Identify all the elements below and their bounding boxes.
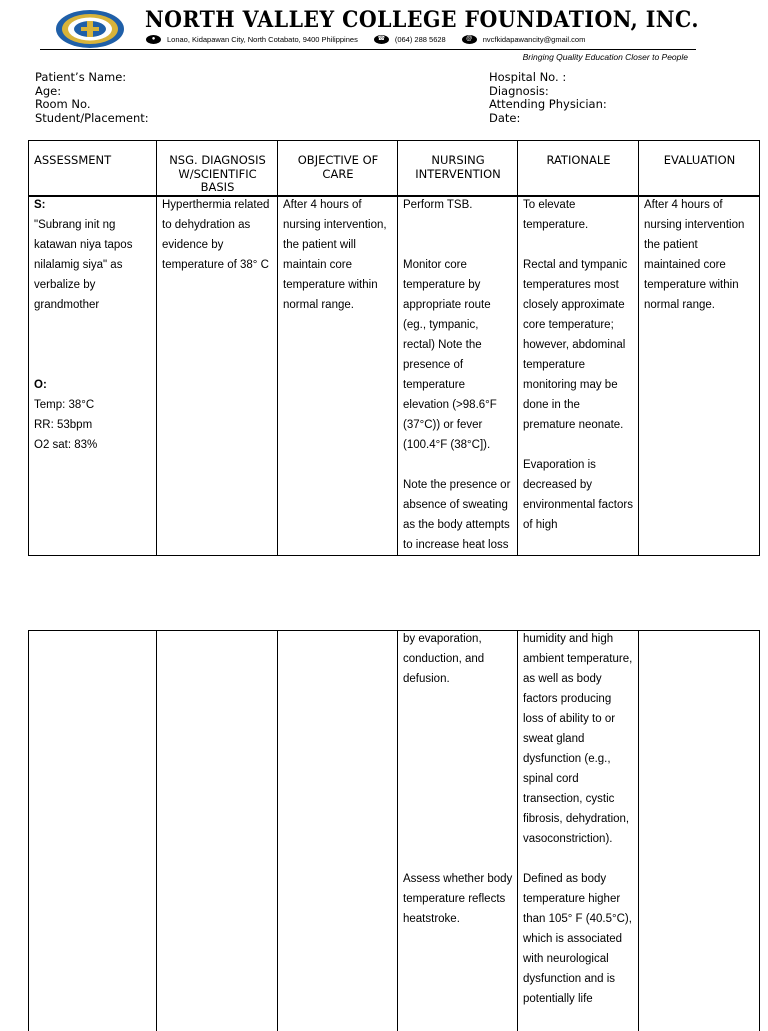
contact-row bbox=[146, 32, 601, 46]
phone-text: (064) 288 5628 bbox=[395, 35, 446, 44]
address-text: Lonao, Kidapawan City, North Cotabato, 9400 Philippines bbox=[167, 35, 358, 44]
diagnosis-label: Diagnosis: bbox=[489, 85, 607, 99]
age-label: Age: bbox=[35, 85, 149, 99]
rationale-cell bbox=[518, 631, 639, 1031]
assessment-cell bbox=[29, 631, 157, 1031]
college-seal-logo-icon bbox=[54, 9, 126, 49]
rationale-text: Evaporation is decreased by environmental factors of high bbox=[523, 455, 634, 535]
attending-physician-label: Attending Physician: bbox=[489, 98, 607, 112]
header-rationale: RATIONALE bbox=[518, 141, 639, 196]
date-label: Date: bbox=[489, 112, 607, 126]
care-plan-table-page-1 bbox=[28, 140, 760, 556]
table-header-row bbox=[29, 141, 760, 196]
patient-info-left bbox=[35, 71, 149, 125]
header-diagnosis: NSG. DIAGNOSIS W/SCIENTIFIC BASIS bbox=[157, 141, 278, 196]
diagnosis-text: Hyperthermia related to dehydration as evidence by temperature of 38° C bbox=[162, 196, 273, 275]
college-name: NORTH VALLEY COLLEGE FOUNDATION, INC. bbox=[145, 7, 699, 33]
intervention-text: Monitor core temperature by appropriate route (eg., tympanic, rectal) Note the presence of temperature elevation (>98.6°F (37°C)) or fever (100.4°F (38°C]). bbox=[403, 255, 513, 455]
intervention-cell bbox=[398, 631, 518, 1031]
table-row bbox=[29, 196, 760, 556]
intervention-text: by evaporation, conduction, and defusion. bbox=[403, 631, 513, 690]
evaluation-cell bbox=[639, 196, 760, 556]
evaluation-cell bbox=[639, 631, 760, 1031]
room-no-label: Room No. bbox=[35, 98, 149, 112]
location-pin-icon: ● bbox=[146, 35, 161, 44]
header-divider bbox=[40, 49, 696, 50]
hospital-no-label: Hospital No. : bbox=[489, 71, 607, 85]
table-row bbox=[29, 631, 760, 1031]
tagline: Bringing Quality Education Closer to People bbox=[523, 52, 688, 62]
rationale-text: Defined as body temperature higher than 105° F (40.5°C), which is associated with neurological dysfunction and is potentially life bbox=[523, 869, 634, 1009]
rationale-cell bbox=[518, 196, 639, 556]
header-intervention: NURSING INTERVENTION bbox=[398, 141, 518, 196]
diagnosis-cell bbox=[157, 196, 278, 556]
intervention-cell bbox=[398, 196, 518, 556]
patient-info-right bbox=[489, 71, 607, 125]
objective-data-item: Temp: 38°C bbox=[34, 395, 152, 415]
student-placement-label: Student/Placement: bbox=[35, 112, 149, 126]
assessment-cell bbox=[29, 196, 157, 556]
rationale-text: Rectal and tympanic temperatures most closely approximate core temperature; however, abdominal temperature monitoring may be done in the premature neonate. bbox=[523, 255, 634, 435]
email-text: nvcfkidapawancity@gmail.com bbox=[483, 35, 586, 44]
objective-text: After 4 hours of nursing intervention, the patient will maintain core temperature within normal range. bbox=[283, 196, 393, 315]
header-assessment: ASSESSMENT bbox=[29, 141, 157, 196]
intervention-text: Note the presence or absence of sweating as the body attempts to increase heat loss bbox=[403, 475, 513, 555]
subjective-text: "Subrang init ng katawan niya tapos nilalamig siya" as verbalize by grandmother bbox=[34, 215, 152, 315]
rationale-text: To elevate temperature. bbox=[523, 196, 634, 235]
phone-icon: ☎ bbox=[374, 35, 389, 44]
diagnosis-cell bbox=[157, 631, 278, 1031]
care-plan-table-page-2 bbox=[28, 630, 760, 1031]
objective-cell bbox=[278, 196, 398, 556]
header-objective: OBJECTIVE OF CARE bbox=[278, 141, 398, 196]
email-icon: @ bbox=[462, 35, 477, 44]
intervention-text: Assess whether body temperature reflects heatstroke. bbox=[403, 869, 513, 929]
intervention-text: Perform TSB. bbox=[403, 196, 513, 215]
objective-cell bbox=[278, 631, 398, 1031]
evaluation-text: After 4 hours of nursing intervention the patient maintained core temperature within normal range. bbox=[644, 196, 755, 315]
rationale-text: humidity and high ambient temperature, as well as body factors producing loss of ability to or sweat gland dysfunction (e.g., spinal cord transection, cystic fibrosis, dehydration, vasoconstriction). bbox=[523, 631, 634, 850]
objective-data-label: O: bbox=[34, 375, 152, 395]
patient-name-label: Patient’s Name: bbox=[35, 71, 149, 85]
subjective-label: S: bbox=[34, 196, 152, 215]
objective-data-item: O2 sat: 83% bbox=[34, 435, 152, 455]
header-evaluation: EVALUATION bbox=[639, 141, 760, 196]
objective-data-item: RR: 53bpm bbox=[34, 415, 152, 435]
